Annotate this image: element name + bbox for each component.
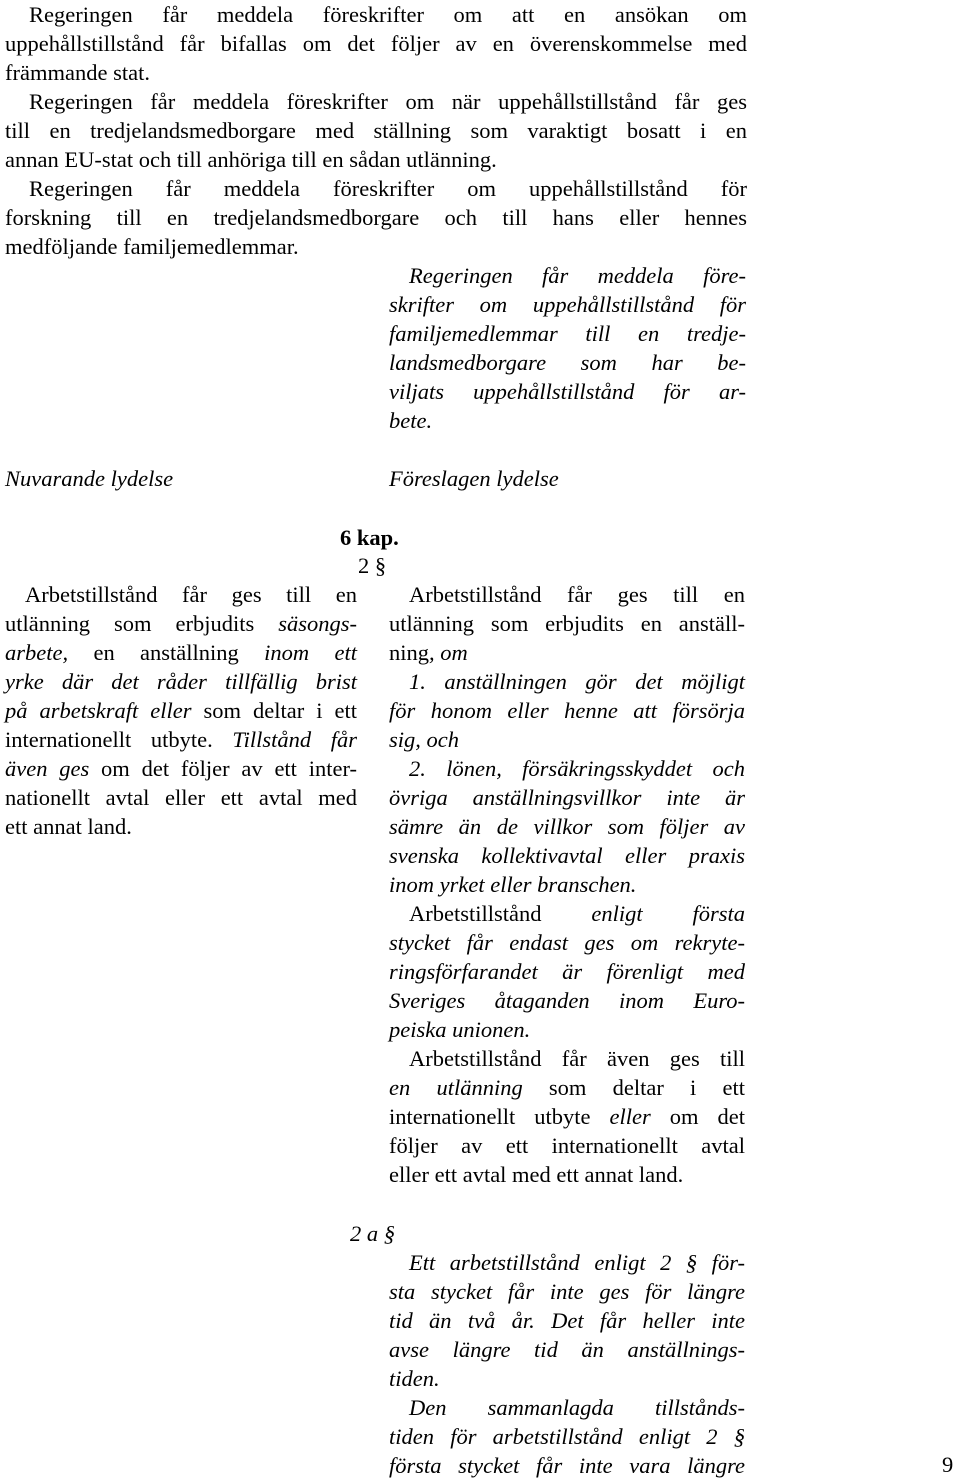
text-line: skrifter om uppehållstillstånd för bbox=[389, 292, 746, 317]
text-line: utlänning som erbjudits en anställ- bbox=[389, 611, 745, 636]
text-line: sämre än de villkor som följer av bbox=[389, 814, 745, 839]
text-line: till en tredjelandsmedborgare med ställning som varaktigt bosatt i en bbox=[5, 118, 747, 143]
text-line: svenska kollektivavtal eller praxis bbox=[389, 843, 745, 868]
text-line: 1. anställningen gör det möjligt bbox=[409, 669, 745, 694]
text-line: sig, och bbox=[389, 727, 459, 752]
text-line: avse längre tid än anställnings- bbox=[389, 1337, 745, 1362]
text-line: inom yrket eller branschen. bbox=[389, 872, 637, 897]
text-line: eller ett avtal med ett annat land. bbox=[389, 1162, 684, 1187]
text-run: om det följer av ett inter- bbox=[89, 756, 357, 781]
text-line: Regeringen får meddela föreskrifter om uppehållstillstånd för bbox=[29, 176, 747, 201]
text-run: som deltar i ett bbox=[191, 698, 357, 723]
proposed-wording-label: Föreslagen lydelse bbox=[389, 466, 559, 491]
text-run: eller bbox=[609, 1104, 651, 1129]
text-line: första stycket får inte vara längre bbox=[389, 1453, 745, 1478]
text-line bbox=[5, 609, 357, 638]
text-line: medföljande familjemedlemmar. bbox=[5, 234, 299, 259]
intro-paragraph-2 bbox=[5, 87, 747, 174]
chapter-heading: 6 kap. bbox=[340, 525, 399, 550]
text-run: Tillstånd får bbox=[232, 727, 357, 752]
text-line: annan EU-stat och till anhöriga till en sådan utlänning. bbox=[5, 147, 497, 172]
text-run: , om bbox=[429, 640, 468, 665]
text-line: för honom eller henne att försörja bbox=[389, 698, 745, 723]
text-line: familjemedlemmar till en tredje- bbox=[389, 321, 746, 346]
text-line bbox=[5, 754, 357, 783]
section-heading-2a: 2 a § bbox=[350, 1221, 395, 1246]
text-line bbox=[5, 696, 357, 725]
text-line: ett annat land. bbox=[5, 814, 132, 839]
text-run: en anställning bbox=[68, 640, 265, 665]
text-line: nationellt avtal eller ett avtal med bbox=[5, 785, 357, 810]
text-run: enligt första bbox=[541, 901, 745, 926]
text-line: Arbetstillstånd får även ges till bbox=[409, 1046, 745, 1071]
text-line: sta stycket får inte ges för längre bbox=[389, 1279, 745, 1304]
text-line: Regeringen får meddela föreskrifter om att en ansökan om bbox=[29, 2, 747, 27]
text-line: Arbetstillstånd får ges till en bbox=[25, 582, 357, 607]
text-run: som deltar i ett bbox=[522, 1075, 745, 1100]
text-line: yrke där det råder tillfällig brist bbox=[5, 669, 357, 694]
text-line bbox=[389, 1073, 745, 1102]
page-number: 9 bbox=[942, 1452, 954, 1477]
intro-text bbox=[5, 0, 747, 261]
text-line bbox=[389, 1102, 745, 1131]
text-line bbox=[5, 725, 357, 754]
text-run: även ges bbox=[5, 756, 90, 781]
text-line: främmande stat. bbox=[5, 60, 150, 85]
intro-paragraph-3 bbox=[5, 174, 747, 261]
text-run: på arbetskraft eller bbox=[5, 698, 192, 723]
text-run: internationellt utbyte. bbox=[5, 727, 233, 752]
text-line: viljats uppehållstillstånd för ar- bbox=[389, 379, 746, 404]
text-line: landsmedborgare som har be- bbox=[389, 350, 746, 375]
current-wording-column bbox=[5, 580, 357, 841]
text-run: om det bbox=[650, 1104, 745, 1129]
text-run: säsongs- bbox=[278, 611, 357, 636]
text-line: tiden för arbetstillstånd enligt 2 § bbox=[389, 1424, 745, 1449]
intro-paragraph-1 bbox=[5, 0, 747, 87]
text-line: tiden. bbox=[389, 1366, 440, 1391]
text-line: ringsförfarandet är förenligt med bbox=[389, 959, 745, 984]
text-line: stycket får endast ges om rekryte- bbox=[389, 930, 745, 955]
text-line: tid än två år. Det får heller inte bbox=[389, 1308, 745, 1333]
text-run: ning bbox=[389, 640, 430, 665]
text-line: Regeringen får meddela före- bbox=[409, 263, 746, 288]
proposed-new-paragraph bbox=[389, 261, 746, 435]
text-line: forskning till en tredjelandsmedborgare och till hans eller hennes bbox=[5, 205, 747, 230]
text-line bbox=[389, 638, 745, 667]
text-run: arbete, bbox=[5, 640, 69, 665]
text-run: utlänning som erbjudits bbox=[5, 611, 279, 636]
text-line: Sveriges åtaganden inom Euro- bbox=[389, 988, 745, 1013]
text-line: Regeringen får meddela föreskrifter om när uppehållstillstånd får ges bbox=[29, 89, 747, 114]
section-heading-2: 2 § bbox=[358, 553, 387, 578]
text-line: Ett arbetstillstånd enligt 2 § för- bbox=[409, 1250, 745, 1275]
text-run: en utlänning bbox=[389, 1075, 523, 1100]
proposed-wording-column bbox=[389, 580, 745, 1189]
text-line: 2. lönen, försäkringsskyddet och bbox=[409, 756, 745, 781]
text-run: Arbetstillstånd bbox=[409, 901, 542, 926]
text-line: uppehållstillstånd får bifallas om det följer av en överenskommelse med bbox=[5, 31, 747, 56]
proposed-section-2a-text bbox=[389, 1248, 745, 1480]
text-run: internationellt utbyte bbox=[389, 1104, 610, 1129]
current-wording-label: Nuvarande lydelse bbox=[5, 466, 174, 491]
text-line: Arbetstillstånd får ges till en bbox=[409, 582, 745, 607]
text-line: följer av ett internationellt avtal bbox=[389, 1133, 745, 1158]
text-run: inom ett bbox=[264, 640, 357, 665]
text-line: peiska unionen. bbox=[389, 1017, 531, 1042]
text-line: Den sammanlagda tillstånds- bbox=[409, 1395, 745, 1420]
text-line: bete. bbox=[389, 408, 433, 433]
text-line bbox=[5, 638, 357, 667]
text-line: övriga anställningsvillkor inte är bbox=[389, 785, 745, 810]
text-line bbox=[389, 899, 745, 928]
